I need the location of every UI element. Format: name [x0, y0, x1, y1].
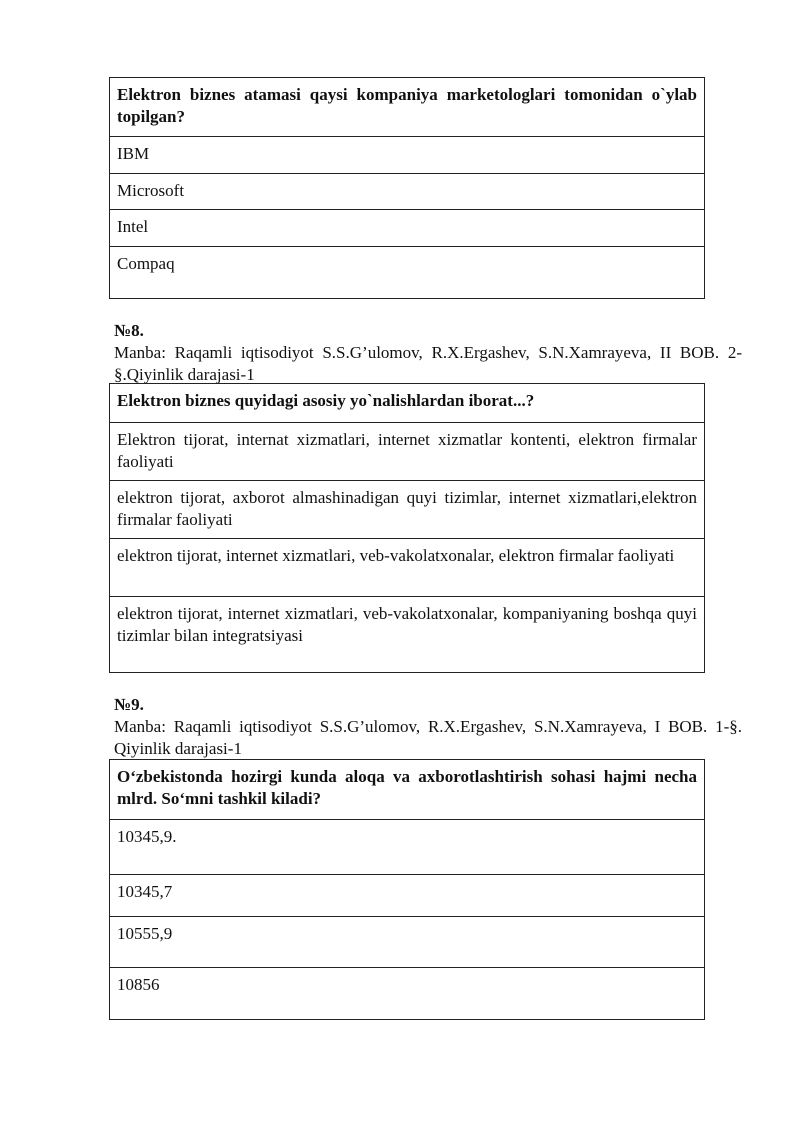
answer-option: Microsoft	[110, 173, 704, 209]
question-header-9	[114, 694, 742, 760]
answer-option: elektron tijorat, internet xizmatlari, veb-vakolatxonalar, elektron firmalar faoliyati	[110, 538, 704, 596]
question-table-9	[109, 759, 705, 1020]
answer-option: Compaq	[110, 246, 704, 298]
question-source: Manba: Raqamli iqtisodiyot S.S.G’ulomov, R.X.Ergashev, S.N.Xamrayeva, I BOB. 1-§. Qiyinlik darajasi-1	[114, 717, 742, 758]
question-table-8	[109, 383, 705, 673]
answer-option: elektron tijorat, internet xizmatlari, veb-vakolatxonalar, kompaniyaning boshqa quyi tizimlar bilan integratsiyasi	[110, 596, 704, 672]
question-number: №8.	[114, 321, 144, 340]
question-text: O‘zbekistonda hozirgi kunda aloqa va axborotlashtirish sohasi hajmi necha mlrd. So‘mni tashkil kiladi?	[117, 767, 697, 808]
answer-option: IBM	[110, 136, 704, 173]
question-header-8	[114, 320, 742, 386]
answer-option: Elektron tijorat, internat xizmatlari, internet xizmatlar kontenti, elektron firmalar faoliyati	[110, 422, 704, 480]
answer-option: Intel	[110, 209, 704, 246]
answer-option: elektron tijorat, axborot almashinadigan quyi tizimlar, internet xizmatlari,elektron firmalar faoliyati	[110, 480, 704, 538]
answer-option: 10555,9	[110, 916, 704, 967]
answer-option: 10345,7	[110, 874, 704, 916]
question-table-7	[109, 77, 705, 299]
answer-option: 10345,9.	[110, 819, 704, 874]
answer-option: 10856	[110, 967, 704, 1019]
question-text: Elektron biznes quyidagi asosiy yo`nalishlardan iborat...?	[117, 391, 535, 410]
question-number: №9.	[114, 695, 144, 714]
question-source: Manba: Raqamli iqtisodiyot S.S.G’ulomov, R.X.Ergashev, S.N.Xamrayeva, II BOB. 2-§.Qiyinlik darajasi-1	[114, 343, 742, 384]
question-text: Elektron biznes atamasi qaysi kompaniya marketologlari tomonidan o`ylab topilgan?	[117, 85, 697, 126]
